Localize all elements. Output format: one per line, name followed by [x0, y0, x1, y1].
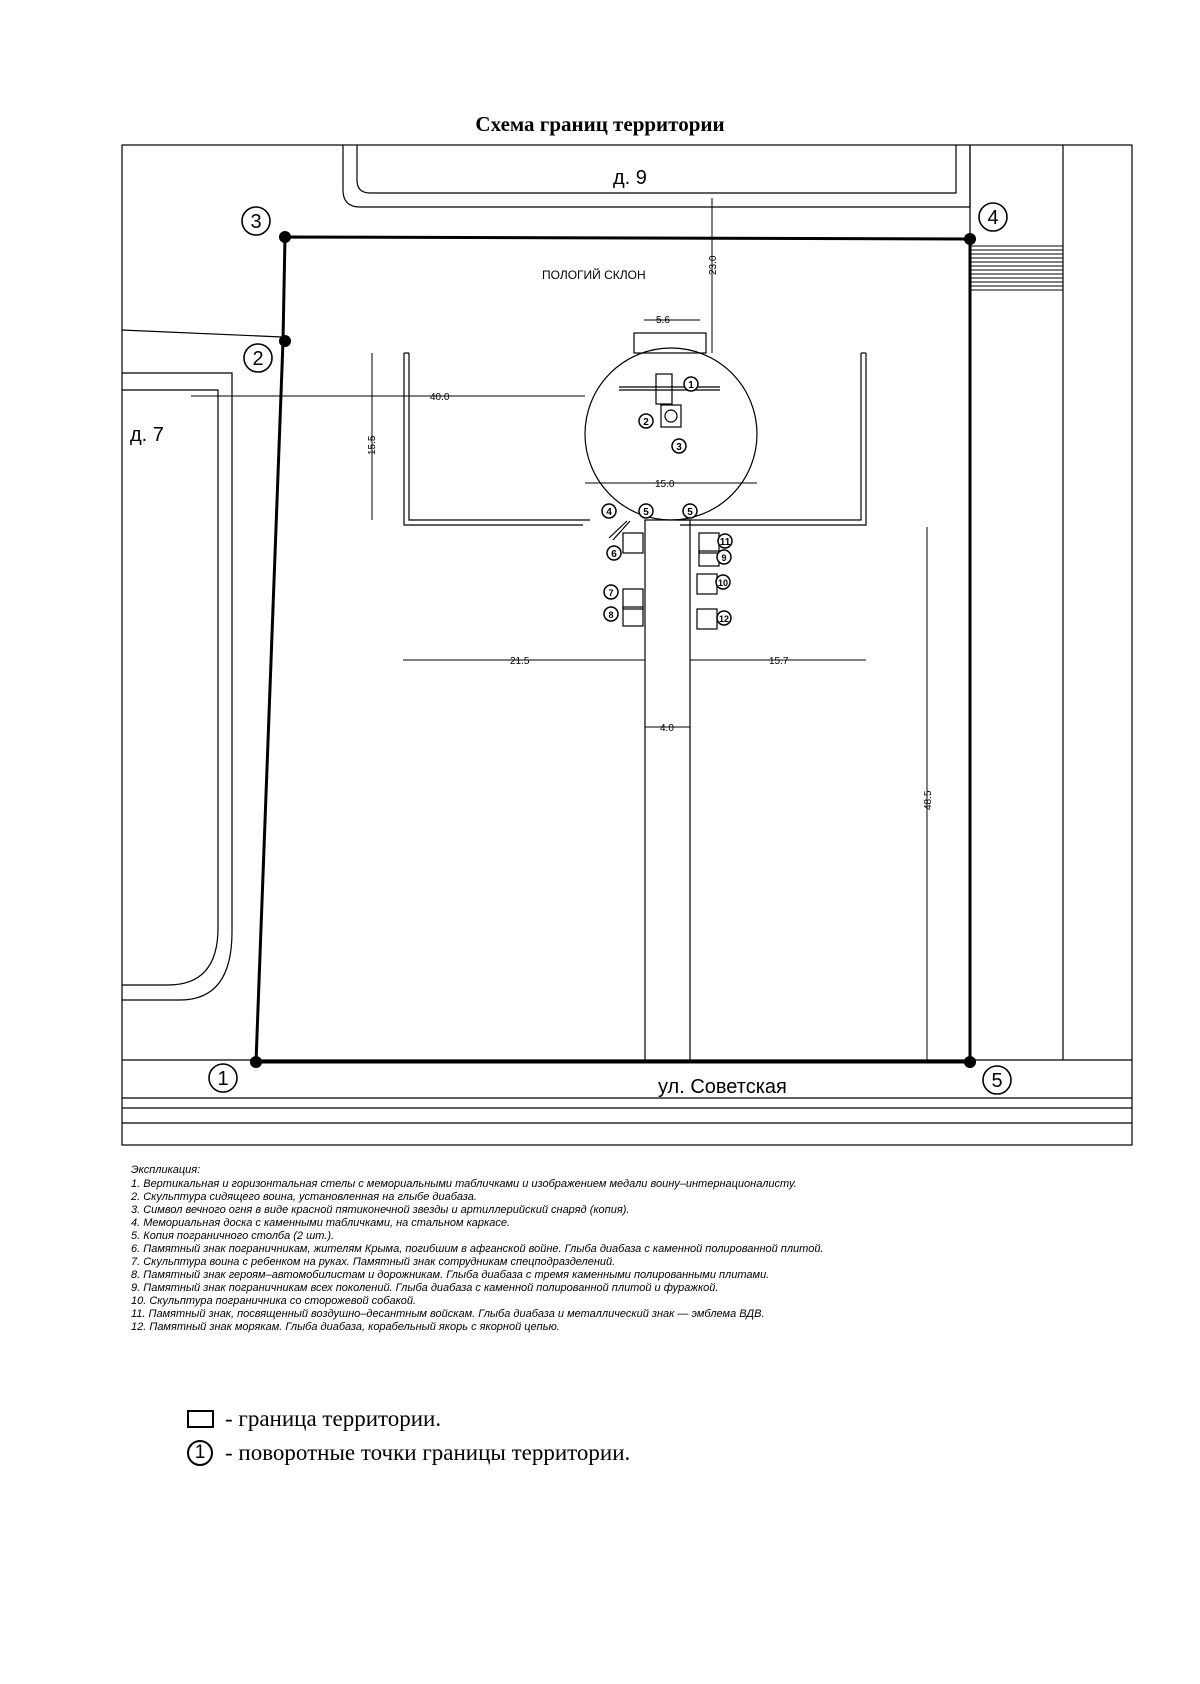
dimension-label: 5.6	[656, 315, 670, 326]
boundary-point-2: 2	[252, 348, 264, 370]
dimension-label: 15.5	[367, 435, 378, 455]
boundary-point-4: 4	[987, 207, 999, 229]
explication-heading: Экспликация:	[131, 1164, 201, 1176]
dimension-label: 4.0	[660, 723, 674, 734]
object-label: 5	[643, 507, 649, 518]
object-label: 2	[643, 417, 649, 428]
explication-item: 12. Памятный знак морякам. Глыба диабаза, корабельный якорь с якорной цепью.	[131, 1321, 560, 1333]
object-markers	[602, 377, 732, 625]
slope-label: ПОЛОГИЙ СКЛОН	[542, 268, 646, 282]
territory-boundary	[256, 237, 970, 1062]
point-symbol-icon: 1	[183, 1440, 217, 1466]
boundary-point-5: 5	[991, 1070, 1003, 1092]
dimension-label: 23.0	[708, 255, 719, 275]
key-boundary-text: - граница территории.	[225, 1406, 442, 1431]
key-points	[183, 1436, 630, 1470]
page-title: Схема границ территории	[475, 112, 725, 136]
boundary-vertices	[250, 231, 976, 1068]
object-label: 7	[608, 588, 614, 598]
object-label: 9	[721, 553, 727, 563]
explication-item: 3. Символ вечного огня в виде красной пятиконечной звезды и артиллерийский снаряд (копия).	[131, 1204, 630, 1216]
object-label: 12	[718, 614, 730, 624]
explication	[131, 1164, 1131, 1334]
dimension-label: 48.5	[923, 790, 934, 810]
house-label-top: д. 9	[613, 167, 647, 189]
object-label: 11	[719, 537, 731, 548]
key-boundary	[183, 1402, 630, 1436]
explication-item: 11. Памятный знак, посвященный воздушно–десантным войскам. Глыба диабаза и металлический знак — эмблема ВДВ.	[131, 1308, 765, 1320]
boundary-symbol-icon	[183, 1406, 217, 1432]
dimension-label: 21.5	[510, 656, 530, 667]
object-label: 10	[717, 578, 729, 588]
dimension-label: 40.0	[430, 392, 450, 403]
object-label: 8	[608, 610, 614, 620]
explication-list	[131, 1178, 1131, 1334]
explication-item: 2. Скульптура сидящего воина, установленная на глыбе диабаза.	[131, 1191, 477, 1203]
dimension-label: 15.7	[769, 656, 789, 667]
street-label: ул. Советская	[658, 1076, 787, 1098]
explication-item: 7. Скульптура воина с ребенком на руках. Памятный знак сотрудникам спецподразделений.	[131, 1256, 616, 1268]
object-label: 4	[606, 507, 612, 518]
explication-item: 1. Вертикальная и горизонтальная стелы с мемориальными табличками и изображением медали воину–интернационалисту.	[131, 1178, 797, 1190]
explication-item: 5. Копия пограничного столба (2 шт.).	[131, 1230, 335, 1242]
boundary-point-3: 3	[250, 211, 262, 233]
object-label: 6	[611, 549, 617, 560]
explication-item: 9. Памятный знак пограничникам всех поколений. Глыба диабаза с каменной полированной плитой и фуражкой.	[131, 1282, 719, 1294]
explication-item: 10. Скульптура пограничника со сторожевой собакой.	[131, 1295, 417, 1307]
object-label: 1	[688, 380, 694, 391]
explication-item: 8. Памятный знак героям–автомобилистам и дорожникам. Глыба диабаза с тремя каменными полированными плитами.	[131, 1269, 770, 1281]
explication-item: 6. Памятный знак пограничникам, жителям Крыма, погибшим в афганской войне. Глыба диабаза с каменной полированной плитой.	[131, 1243, 824, 1255]
symbol-key	[183, 1402, 630, 1470]
object-label: 5	[687, 507, 693, 518]
dimension-label: 15.0	[655, 479, 675, 490]
house-label-left: д. 7	[130, 424, 164, 446]
key-points-text: - поворотные точки границы территории.	[225, 1440, 631, 1465]
boundary-point-1: 1	[217, 1068, 229, 1090]
object-label: 3	[676, 442, 682, 453]
explication-item: 4. Мемориальная доска с каменными табличками, на стальном каркасе.	[131, 1217, 511, 1229]
